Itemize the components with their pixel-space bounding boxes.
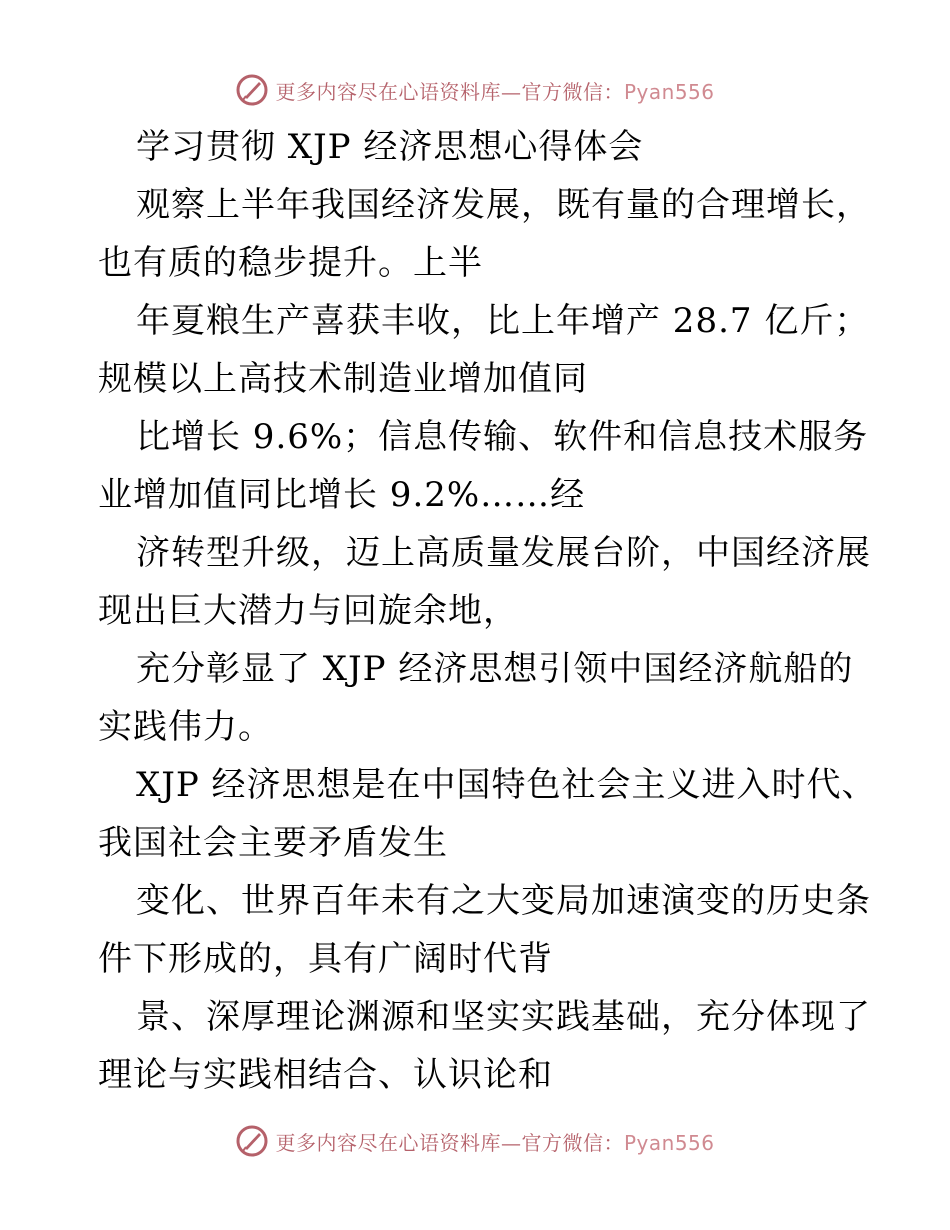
watermark-text: 更多内容尽在心语资料库—官方微信：Pyan556 <box>275 79 715 104</box>
text-line: 观察上半年我国经济发展，既有量的合理增长， <box>136 185 871 225</box>
quill-logo-icon <box>235 1124 269 1158</box>
text-line: 业增加值同比增长 9.2%……经 <box>98 475 586 515</box>
text-line: 景、深厚理论渊源和坚实实践基础，充分体现了 <box>136 997 871 1037</box>
text-line: 理论与实践相结合、认识论和 <box>98 1055 553 1095</box>
text-line: 济转型升级，迈上高质量发展台阶，中国经济展 <box>136 533 871 573</box>
text-line: 比增长 9.6%；信息传输、软件和信息技术服务 <box>136 417 869 457</box>
quill-logo-icon <box>235 73 269 107</box>
document-title: 学习贯彻 XJP 经济思想心得体会 <box>136 127 644 167</box>
text-line: 充分彰显了 XJP 经济思想引领中国经济航船的 <box>136 649 854 689</box>
text-line: XJP 经济思想是在中国特色社会主义进入时代、 <box>136 765 877 805</box>
document-body <box>98 118 877 1104</box>
footer-watermark <box>0 1121 950 1161</box>
text-line: 规模以上高技术制造业增加值同 <box>98 359 588 399</box>
header-watermark <box>0 70 950 110</box>
text-line: 年夏粮生产喜获丰收，比上年增产 28.7 亿斤； <box>136 301 870 341</box>
text-line: 我国社会主要矛盾发生 <box>98 823 448 863</box>
text-line: 件下形成的，具有广阔时代背 <box>98 939 553 979</box>
text-line: 变化、世界百年未有之大变局加速演变的历史条 <box>136 881 871 921</box>
text-line: 也有质的稳步提升。上半 <box>98 243 483 283</box>
text-line: 实践伟力。 <box>98 707 273 747</box>
text-line: 现出巨大潜力与回旋余地， <box>98 591 518 631</box>
watermark-text: 更多内容尽在心语资料库—官方微信：Pyan556 <box>275 1130 715 1155</box>
